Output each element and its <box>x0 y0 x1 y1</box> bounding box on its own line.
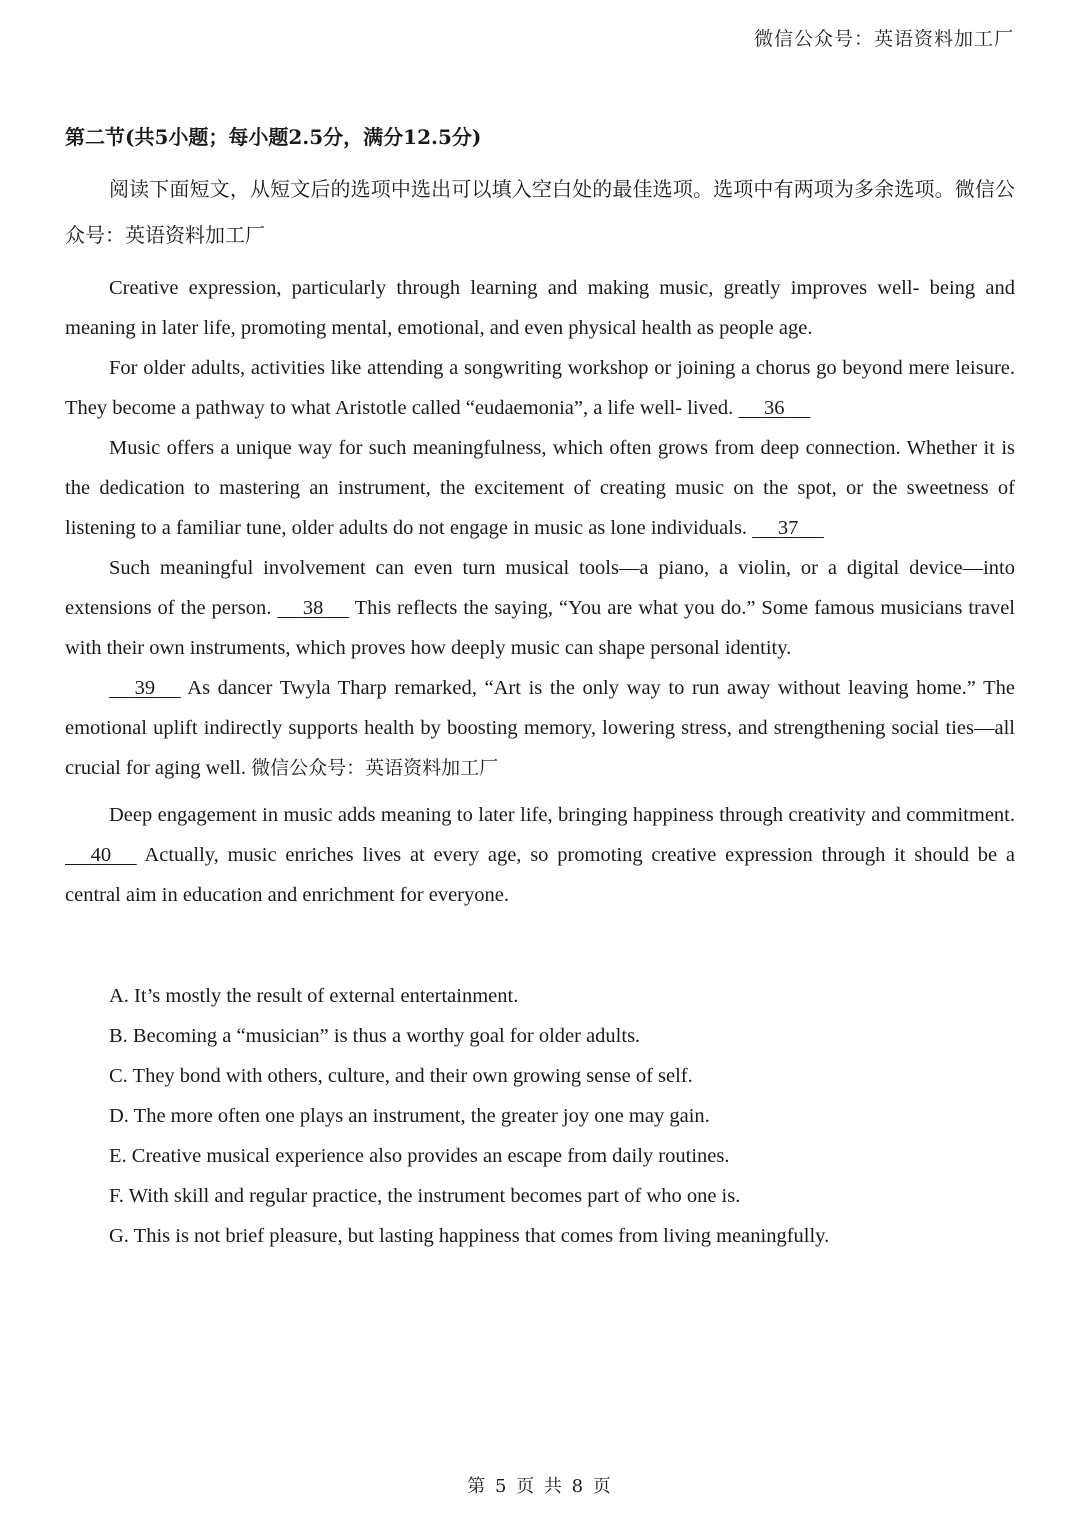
option-e: E. Creative musical experience also provides an escape from daily routines. <box>109 1145 730 1167</box>
paragraph-2-text: For older adults, activities like attending a songwriting workshop or joining a chorus go beyond mere leisure. They become a pathway to what Aristotle called “eudaemonia”, a life well- lived. <box>65 357 1015 419</box>
paragraph-6-text-a: Deep engagement in music adds meaning to later life, bringing happiness through creativity and commitment. <box>109 804 1015 826</box>
passage-paragraph-5 <box>65 668 1015 788</box>
paragraph-3-text: Music offers a unique way for such meaningfulness, which often grows from deep connection. Whether it is the dedication to mastering an instrument, the excitement of creating music on the spot, or the sweetness of listening to a familiar tune, older adults do not engage in music as lone individuals. <box>65 437 1015 539</box>
option-f: F. With skill and regular practice, the instrument becomes part of who one is. <box>109 1185 741 1207</box>
option-a: A. It’s mostly the result of external entertainment. <box>109 985 519 1007</box>
page-number-footer: 第 5 页 共 8 页 <box>467 1476 613 1497</box>
blank-36-number: 36 <box>764 397 785 419</box>
paragraph-4-text-a: Such meaningful involvement can even turn musical tools—a piano, a violin, or a digital device—into extensions of the person. <box>65 557 1015 619</box>
paragraph-4-text-b: This reflects the saying, “You are what you do.” Some famous musicians travel with their own instruments, which proves how deeply music can shape personal identity. <box>65 597 1015 659</box>
blank-36 <box>738 388 810 428</box>
paragraph-6-text-b: Actually, music enriches lives at every age, so promoting creative expression through it should be a central aim in education and enrichment for everyone. <box>65 844 1015 906</box>
header-watermark: 微信公众号：英语资料加工厂 <box>753 28 1014 50</box>
blank-39 <box>109 668 181 708</box>
document-body <box>65 122 1015 1256</box>
option-c: C. They bond with others, culture, and their own growing sense of self. <box>109 1065 693 1087</box>
blank-37-number: 37 <box>777 517 799 539</box>
passage-paragraph-4 <box>65 548 1015 668</box>
answer-options <box>65 976 1015 1256</box>
blank-40 <box>65 835 137 875</box>
instructions-text: 阅读下面短文，从短文后的选项中选出可以填入空白处的最佳选项。选项中有两项为多余选项 <box>109 177 935 201</box>
passage-paragraph-2 <box>65 348 1015 428</box>
blank-39-number: 39 <box>134 677 156 699</box>
option-g: G. This is not brief pleasure, but lasting happiness that comes from living meaningfully. <box>109 1225 830 1247</box>
blank-38 <box>277 588 349 628</box>
passage-paragraph-6 <box>65 795 1015 915</box>
instructions-watermark: 。微信公众号：英语资料加工厂 <box>65 177 1016 247</box>
section-instructions <box>65 166 1015 258</box>
blank-40-number: 40 <box>90 844 112 866</box>
blank-38-number: 38 <box>302 597 324 619</box>
option-d: D. The more often one plays an instrument, the greater joy one may gain. <box>109 1105 710 1127</box>
paragraph-5-watermark: 微信公众号：英语资料加工厂 <box>251 757 499 779</box>
option-b: B. Becoming a “musician” is thus a worthy goal for older adults. <box>109 1025 641 1047</box>
passage-paragraph-3 <box>65 428 1015 548</box>
section-title: 第二节(共5小题；每小题2.5分，满分12.5分) <box>65 125 482 149</box>
passage-paragraph-1: Creative expression, particularly through learning and making music, greatly improves well- being and meaning in later life, promoting mental, emotional, and even physical health as people age. <box>65 277 1015 339</box>
paragraph-5-text: As dancer Twyla Tharp remarked, “Art is the only way to run away without leaving home.” The emotional uplift indirectly supports health by boosting memory, lowering stress, and strengthening social ties—all crucial for aging well. <box>65 677 1016 779</box>
blank-37 <box>752 508 824 548</box>
